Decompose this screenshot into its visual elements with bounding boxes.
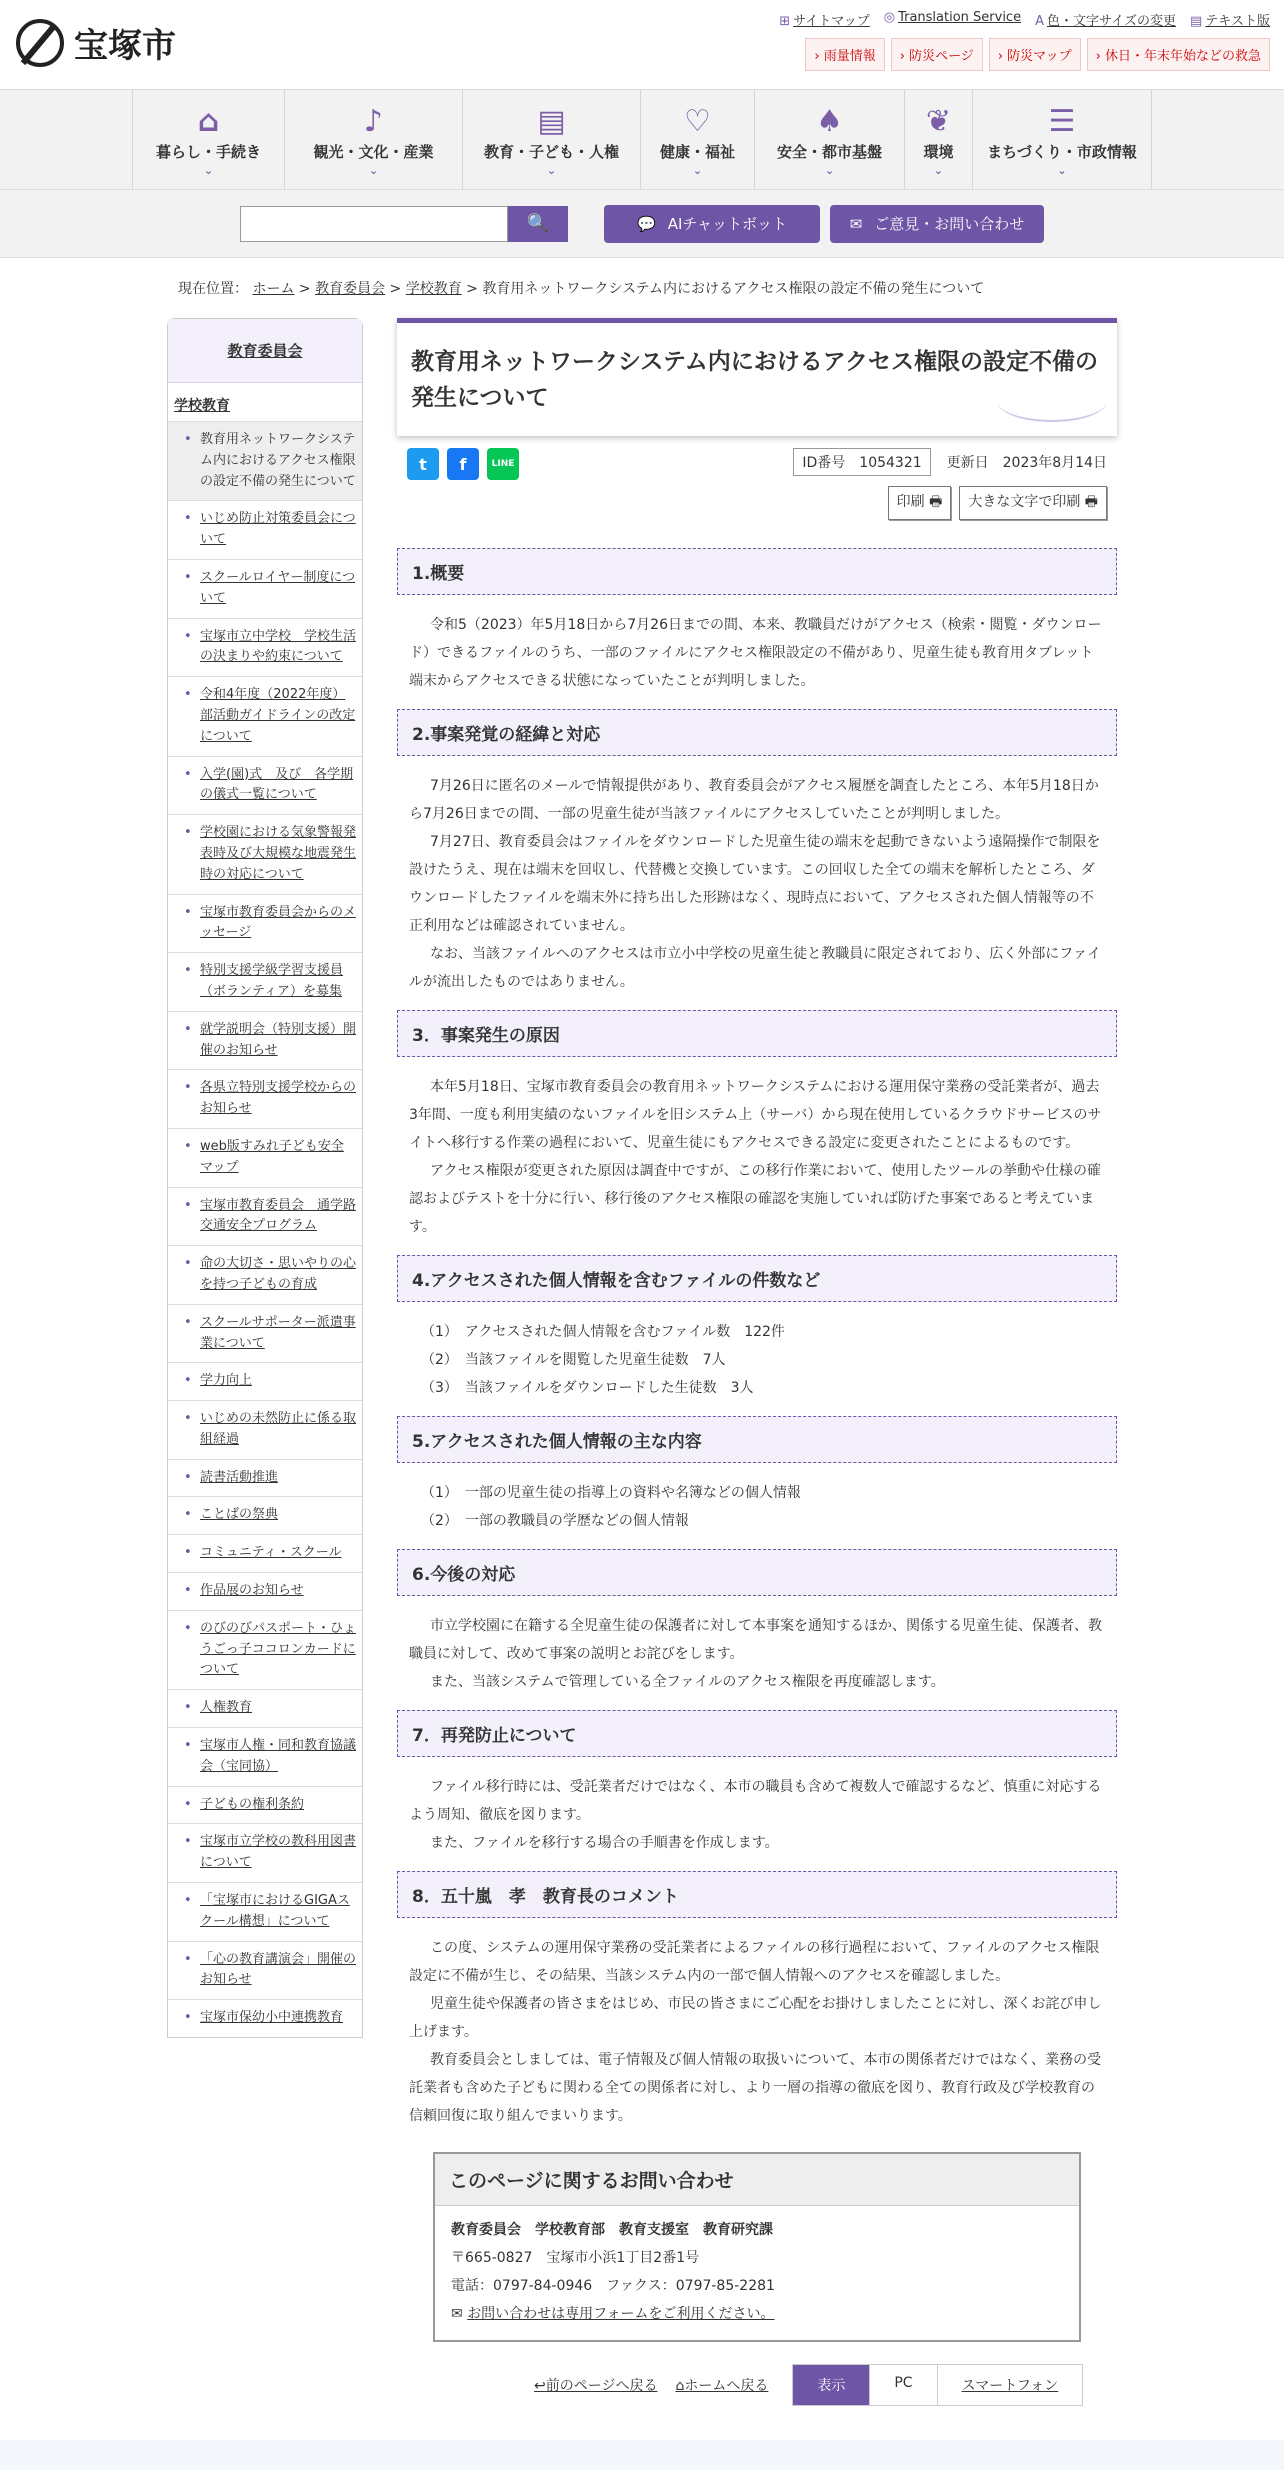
contact-form-label: お問い合わせは専用フォームをご利用ください。 [467, 2306, 775, 2322]
paragraph: ファイル移行時には、受託業者だけではなく、本市の職員も含めて複数人で確認するなど、慎重に対応するよう周知、徹底を図ります。 [409, 1779, 1102, 1823]
color-size-link[interactable] [1035, 10, 1176, 29]
display-label: 表示 [793, 2365, 869, 2405]
footer-nav [534, 2364, 1083, 2406]
sidebar-item[interactable]: • スクールロイヤー制度について [168, 559, 362, 618]
list-item: （2） 一部の教職員の学歴などの個人情報 [421, 1513, 689, 1529]
paragraph: 令和5（2023）年5月18日から7月26日までの間、本来、教職員だけがアクセス（検索・閲覧・ダウンロード）できるファイルのうち、一部のファイルにアクセス権限設定の不備があり、児童生徒も教育用タブレット端末からアクセスできる状態になっていたことが判明しました。 [409, 617, 1102, 689]
nav-label: 環境 [923, 143, 954, 161]
disaster-map-label: 防災マップ [1007, 49, 1072, 64]
chevron-down-icon: ⌄ [546, 164, 557, 177]
contact-title: このページに関するお問い合わせ [435, 2154, 1079, 2206]
paragraph: 市立学校園に在籍する全児童生徒の保護者に対して本事案を通知するほか、関係する児童生徒、保護者、教職員に対して、改めて事案の説明とお詫びをします。 [409, 1618, 1102, 1662]
section-heading: 2.事案発覚の経緯と対応 [397, 709, 1117, 756]
sitemap-link[interactable] [779, 10, 869, 29]
search-bar [0, 190, 1284, 258]
text-version-link[interactable] [1190, 10, 1270, 29]
city-emblem-icon [16, 19, 64, 67]
chevron-down-icon: ⌄ [1057, 164, 1067, 177]
print-buttons [888, 486, 1107, 520]
nav-living[interactable] [132, 90, 284, 190]
breadcrumb-prefix: 現在位置： [178, 281, 248, 297]
nav-environment[interactable] [904, 90, 972, 190]
sidebar-item[interactable]: • いじめ防止対策委員会について [168, 500, 362, 559]
paragraph: また、ファイルを移行する場合の手順書を作成します。 [430, 1835, 779, 1851]
updated-label: 更新日 [946, 455, 989, 471]
paragraph: 本年5月18日、宝塚市教育委員会の教育用ネットワークシステムにおける運用保守業務の受託業者が、過去3年間、一度も利用実績のないファイルを旧システム上（サーバ）から現在使用しているクラウドサービスのサイトへ移行する作業の過程において、児童生徒にもアクセスできる設定に変更されたことによるものです。 [409, 1079, 1102, 1151]
sidebar-list [168, 421, 362, 2037]
chevron-down-icon: ⌄ [692, 164, 703, 177]
disaster-map-link[interactable]: › 防災マップ [989, 38, 1081, 71]
ai-chatbot-button[interactable] [604, 205, 820, 243]
nav-city[interactable] [972, 90, 1152, 190]
rain-info-link[interactable]: › 雨量情報 [805, 38, 884, 71]
paragraph: アクセス権限が変更された原因は調査中ですが、この移行作業において、使用したツールの挙動や仕様の確認およびテストを十分に行い、移行後のアクセス権限の確認を実施していれば防げた事案であると考えています。 [409, 1163, 1102, 1235]
sidebar-item[interactable]: • 宝塚市教育委員会からのメッセージ [168, 894, 362, 953]
sidebar-item[interactable]: • 就学説明会（特別支援）開催のお知らせ [168, 1011, 362, 1070]
print-button[interactable] [888, 486, 952, 520]
printer-icon: 🖶 [929, 494, 943, 510]
sidebar-item[interactable]: • 宝塚市保幼小中連携教育 [168, 1999, 362, 2037]
nav-health[interactable] [640, 90, 754, 190]
inquiry-button[interactable] [830, 205, 1044, 243]
sidebar-item[interactable]: • 入学(園)式 及び 各学期の儀式一覧について [168, 756, 362, 815]
sitemap-label: サイトマップ [793, 14, 870, 29]
print-large-button[interactable] [959, 486, 1107, 520]
share-buttons [407, 448, 519, 480]
translation-label: Translation Service [898, 10, 1022, 25]
section-heading: 1.概要 [397, 548, 1117, 595]
site-header [0, 0, 1284, 90]
paragraph: 教育委員会としましては、電子情報及び個人情報の取扱いについて、本市の関係者だけではなく、業務の受託業者も含めた子どもに関わる全ての関係者に対し、より一層の指導の徹底を図り、教育行政及び学校教育の信頼回復に取り組んでまいります。 [409, 2052, 1102, 2124]
house-icon: ⌂ [197, 104, 220, 139]
clipboard-icon: ☰ [1048, 104, 1076, 139]
section-heading: 8．五十嵐 孝 教育長のコメント [397, 1871, 1117, 1918]
sidebar-item[interactable]: • 「心の教育講演会」開催のお知らせ [168, 1941, 362, 2000]
breadcrumb-school[interactable]: 学校教育 [405, 281, 462, 297]
breadcrumb-board[interactable]: 教育委員会 [315, 281, 386, 297]
rain-info-label: 雨量情報 [823, 49, 876, 64]
sidebar-item[interactable]: • 子どもの権利条約 [168, 1786, 362, 1824]
nav-tourism[interactable] [284, 90, 462, 190]
list-item: （3） 当該ファイルをダウンロードした生徒数 3人 [421, 1380, 754, 1396]
text-version-label: テキスト版 [1205, 14, 1270, 29]
paragraph: なお、当該ファイルへのアクセスは市立小中学校の児童生徒と教職員に限定されており、広く外部にファイルが流出したものではありません。 [409, 946, 1102, 990]
sections [397, 548, 1117, 2130]
search-input[interactable] [240, 206, 508, 242]
smartphone-option[interactable]: スマートフォン [937, 2365, 1083, 2405]
breadcrumb: 現在位置： ホーム > 教育委員会 > 学校教育 > 教育用ネットワークシステム内におけるアクセス権限の設定不備の発生について [178, 281, 985, 297]
sidebar-item[interactable]: • 宝塚市人権・同和教育協議会（宝同協） [168, 1727, 362, 1786]
color-size-label: 色・文字サイズの変更 [1046, 14, 1176, 29]
breadcrumb-current: 教育用ネットワークシステム内におけるアクセス権限の設定不備の発生について [482, 281, 985, 297]
emergency-links [805, 38, 1270, 71]
sidebar-item[interactable]: • いじめの未然防止に係る取組経過 [168, 1400, 362, 1459]
nav-label: 健康・福祉 [659, 143, 735, 161]
nav-label: 安全・都市基盤 [776, 143, 882, 161]
id-label: ID番号 [802, 455, 846, 471]
contact-phone: 電話：0797-84-0946 ファクス：0797-85-2281 [451, 2278, 775, 2294]
paragraph: この度、システムの運用保守業務の受託業者によるファイルの移行過程において、ファイルのアクセス権限設定に不備が生じ、その結果、当該システム内の一部で個人情報へのアクセスを確認しました。 [409, 1940, 1100, 1984]
pc-option[interactable]: PC [869, 2365, 936, 2405]
page-id [793, 448, 930, 476]
sidebar-item[interactable]: • 人権教育 [168, 1689, 362, 1727]
contact-dept: 教育委員会 学校教育部 教育支援室 教育研究課 [451, 2222, 773, 2238]
mail-icon: ✉ [849, 214, 863, 233]
holiday-emergency-link[interactable]: › 休日・年末年始などの救急 [1087, 38, 1270, 71]
breadcrumb-home[interactable]: ホーム [252, 281, 295, 297]
site-logo[interactable] [16, 18, 176, 67]
list-item: （1） 一部の児童生徒の指導上の資料や名簿などの個人情報 [421, 1485, 801, 1501]
sidebar-subtitle[interactable]: 学校教育 [174, 398, 230, 414]
disaster-page-link[interactable]: › 防災ページ [891, 38, 983, 71]
back-link[interactable] [534, 2375, 657, 2395]
utility-links [779, 10, 1270, 29]
sidebar-item[interactable]: • 学校園における気象警報発表時及び大規模な地震発生時の対応について [168, 814, 362, 893]
sidebar-item[interactable]: • のびのびパスポート・ひょうごっ子ココロンカードについて [168, 1610, 362, 1689]
sidebar-item[interactable]: • 宝塚市立学校の教科用図書について [168, 1823, 362, 1882]
contact-address: 〒665-0827 宝塚市小浜1丁目2番1号 [451, 2250, 700, 2266]
search-button[interactable] [508, 206, 568, 242]
contact-box [433, 2152, 1081, 2342]
translation-link[interactable] [884, 10, 1021, 29]
updated-date [947, 452, 1107, 472]
print-large-label: 大きな文字で印刷 [968, 494, 1081, 510]
sidebar-item[interactable]: • 学力向上 [168, 1362, 362, 1400]
nav-label: 暮らし・手続き [155, 143, 261, 161]
global-nav [0, 90, 1284, 190]
chevron-down-icon: ⌄ [824, 164, 835, 177]
sidebar-item[interactable]: • 令和4年度（2022年度）部活動ガイドラインの改定について [168, 676, 362, 755]
list-item: （1） アクセスされた個人情報を含むファイル数 122件 [421, 1324, 785, 1340]
mail-icon: ✉ [451, 2306, 463, 2322]
sitemap-icon: ⊞ [779, 14, 791, 29]
sidebar-item[interactable]: • ことばの祭典 [168, 1496, 362, 1534]
sidebar-item[interactable]: • 「宝塚市におけるGIGAスクール構想」について [168, 1882, 362, 1941]
chevron-down-icon: ⌄ [203, 164, 214, 177]
search-form [240, 206, 568, 242]
sidebar-item[interactable]: • コミュニティ・スクール [168, 1534, 362, 1572]
facebook-share-icon[interactable]: f [447, 448, 479, 480]
text-size-icon: A [1035, 14, 1044, 29]
main-content [397, 318, 1117, 2322]
sidebar-item[interactable]: • 各県立特別支援学校からのお知らせ [168, 1069, 362, 1128]
nav-label: 観光・文化・産業 [313, 143, 434, 161]
home-label: ホームへ戻る [684, 2378, 769, 2394]
heart-hand-icon: ♡ [684, 104, 711, 139]
globe-icon: ◎ [883, 10, 896, 25]
contact-form-link[interactable] [451, 2300, 1063, 2328]
home-icon: ⌂ [675, 2378, 685, 2394]
book-icon: ▤ [537, 104, 566, 139]
search-icon: 🔍 [526, 213, 550, 234]
nav-safety[interactable] [754, 90, 904, 190]
chatbot-label: AIチャットボット [667, 215, 787, 233]
section-heading: 6.今後の対応 [397, 1549, 1117, 1596]
footer-band [0, 2440, 1284, 2470]
logo-text: 宝塚市 [74, 26, 176, 66]
print-label: 印刷 [896, 494, 925, 510]
sidebar-title[interactable]: 教育委員会 [168, 319, 362, 383]
chevron-down-icon: ⌄ [368, 164, 379, 177]
document-icon: ▤ [1189, 14, 1203, 29]
holiday-emergency-label: 休日・年末年始などの救急 [1104, 49, 1261, 64]
id-value: 1054321 [859, 455, 922, 471]
paragraph: 7月26日に匿名のメールで情報提供があり、教育委員会がアクセス履歴を調査したところ、本年5月18日から7月26日までの間、一部の児童生徒が当該ファイルにアクセスしていたことが判明しました。 [409, 778, 1099, 822]
paragraph: 7月27日、教育委員会はファイルをダウンロードした児童生徒の端末を起動できないよう遠隔操作で制限を設けたうえ、現在は端末を回収し、代替機と交換しています。この回収した全ての端末を解析したところ、ダウンロードしたファイルを端末外に持ち出した形跡はなく、現時点において、アクセスされた個人情報等の不正利用などは確認されていません。 [409, 834, 1101, 934]
home-link[interactable] [675, 2375, 768, 2395]
chat-bubble-icon: 💬 [637, 214, 656, 233]
contact-body [435, 2206, 1079, 2340]
sidebar-item[interactable]: • 宝塚市教育委員会 通学路交通安全プログラム [168, 1187, 362, 1246]
back-arrow-icon: ↩ [534, 2378, 546, 2394]
nav-label: まちづくり・市政情報 [987, 143, 1137, 161]
leaf-icon: ❦ [925, 104, 952, 139]
chevron-down-icon: ⌄ [933, 164, 944, 177]
printer-icon: 🖶 [1084, 494, 1098, 510]
inquiry-label: ご意見・お問い合わせ [874, 215, 1025, 233]
sidebar-item[interactable]: • 宝塚市立中学校 学校生活の決まりや約束について [168, 618, 362, 677]
sidebar-item[interactable]: • 作品展のお知らせ [168, 1572, 362, 1610]
twitter-share-icon[interactable]: t [407, 448, 439, 480]
section-heading: 5.アクセスされた個人情報の主な内容 [397, 1416, 1117, 1463]
display-switch [792, 2364, 1083, 2406]
sidebar-item[interactable]: • 特別支援学級学習支援員（ボランティア）を募集 [168, 952, 362, 1011]
music-note-icon: ♪ [363, 104, 384, 139]
sidebar-item: • 教育用ネットワークシステム内におけるアクセス権限の設定不備の発生について [168, 421, 362, 500]
sidebar-item[interactable]: • web版すみれ子ども安全マップ [168, 1128, 362, 1187]
sidebar [167, 318, 363, 2038]
sidebar-item[interactable]: • 読書活動推進 [168, 1459, 362, 1497]
paragraph: 児童生徒や保護者の皆さまをはじめ、市民の皆さまにご心配をお掛けしましたことに対し、深くお詫び申し上げます。 [409, 1996, 1102, 2040]
sidebar-item[interactable]: • スクールサポーター派遣事業について [168, 1304, 362, 1363]
sidebar-item[interactable]: • 命の大切さ・思いやりの心を持つ子どもの育成 [168, 1245, 362, 1304]
tree-icon: ♠ [816, 104, 843, 139]
section-heading: 4.アクセスされた個人情報を含むファイルの件数など [397, 1255, 1117, 1302]
paragraph: また、当該システムで管理している全ファイルのアクセス権限を再度確認します。 [430, 1674, 945, 1690]
list-item: （2） 当該ファイルを閲覧した児童生徒数 7人 [421, 1352, 726, 1368]
back-label: 前のページへ戻る [545, 2378, 658, 2394]
updated-value: 2023年8月14日 [1002, 455, 1107, 471]
nav-label: 教育・子ども・人権 [483, 143, 619, 161]
line-share-icon[interactable]: LINE [487, 448, 519, 480]
page-title: 教育用ネットワークシステム内におけるアクセス権限の設定不備の発生について [397, 318, 1117, 436]
nav-education[interactable] [462, 90, 640, 190]
page-meta [793, 448, 1107, 476]
article-body [397, 534, 1117, 2342]
section-heading: 7．再発防止について [397, 1710, 1117, 1757]
section-heading: 3．事案発生の原因 [397, 1010, 1117, 1057]
disaster-page-label: 防災ページ [909, 49, 974, 64]
